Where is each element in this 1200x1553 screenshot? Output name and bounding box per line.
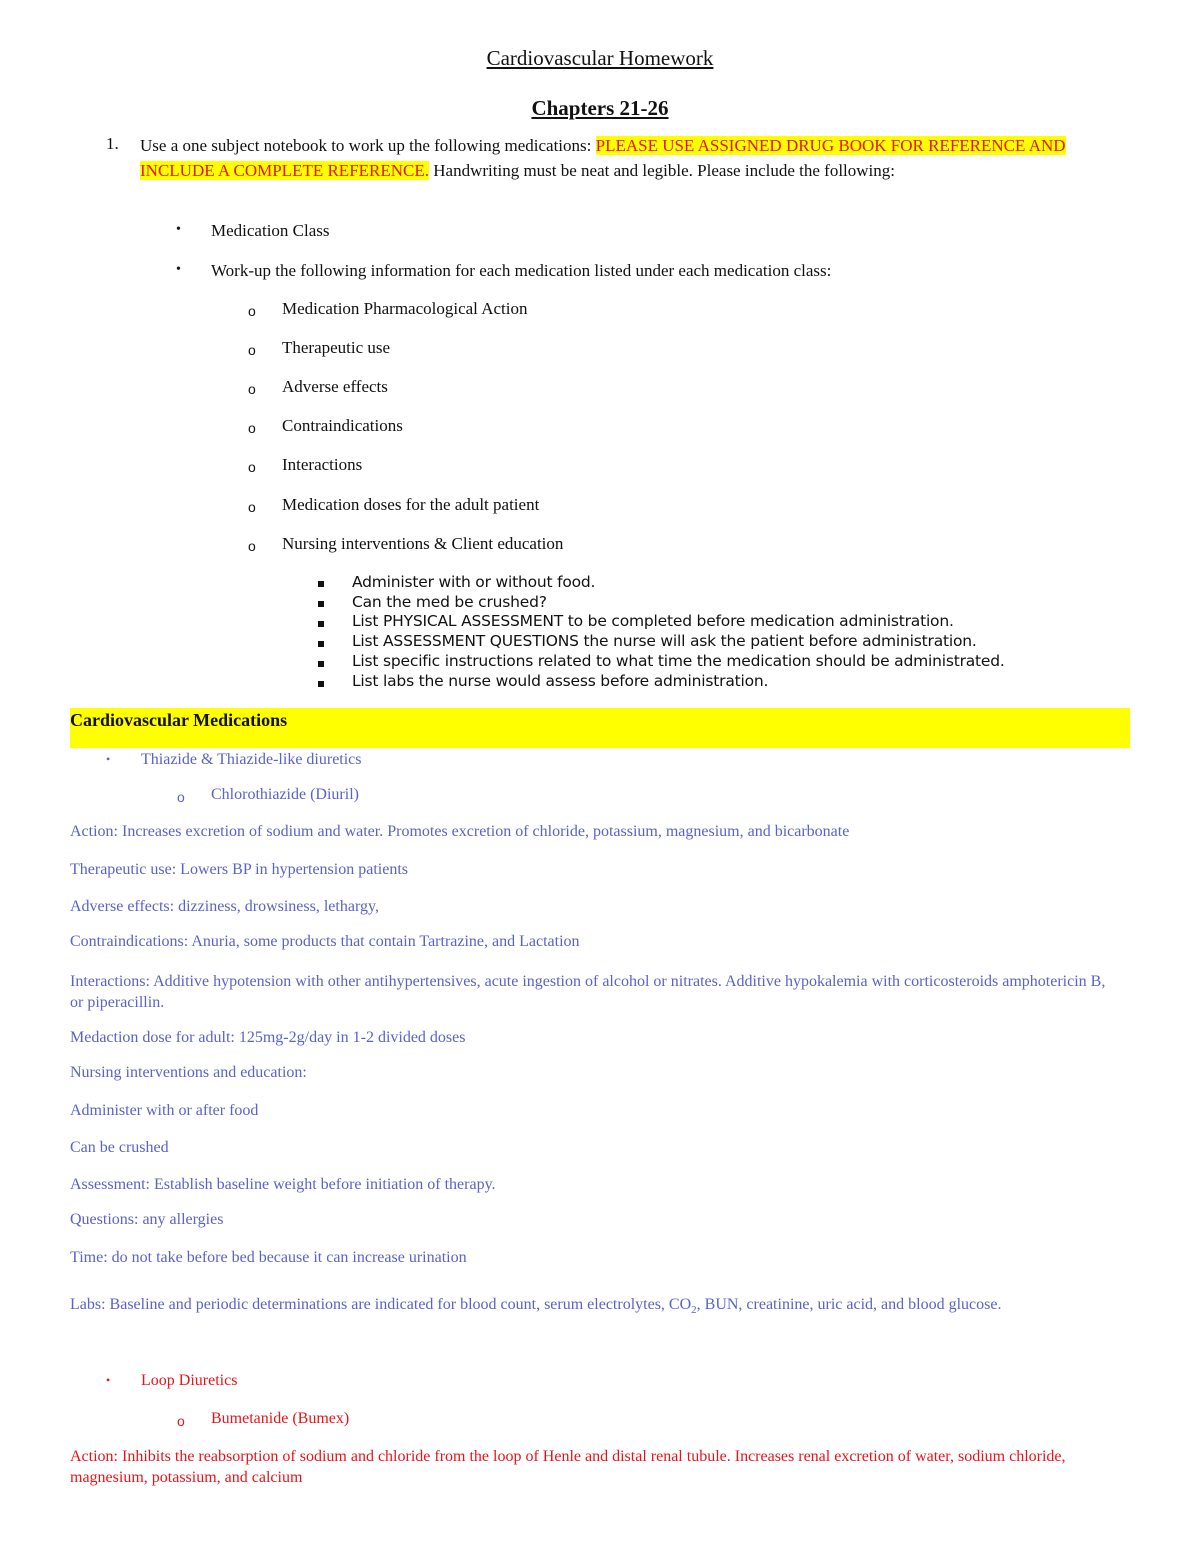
sub-bullet-icon: o (248, 538, 256, 554)
instruction-text-after: Handwriting must be neat and legible. Please include the following: (429, 160, 895, 180)
bullet-icon: • (176, 262, 181, 277)
medication-class: Loop Diuretics (141, 1372, 238, 1389)
drug-name: Chlorothiazide (Diuril) (211, 786, 359, 803)
square-bullet-icon (318, 621, 324, 627)
square-item: List specific instructions related to what time the medication should be administrated. (352, 652, 1005, 670)
medication-class: Thiazide & Thiazide-like diuretics (141, 751, 362, 768)
sub-bullet-icon: o (248, 459, 256, 475)
dose-line: Medaction dose for adult: 125mg-2g/day in 1-2 divided doses (70, 1029, 466, 1046)
square-bullet-icon (318, 641, 324, 647)
sub-bullet-icon: o (177, 1413, 185, 1429)
square-bullet-icon (318, 601, 324, 607)
action-line: Action: Increases excretion of sodium and water. Promotes excretion of chloride, potassium, magnesium, and bicarbonate (70, 823, 850, 840)
bullet-icon: • (106, 752, 111, 766)
adverse-line: Adverse effects: dizziness, drowsiness, lethargy, (70, 898, 379, 915)
bullet-item: Work-up the following information for each medication listed under each medication class: (211, 261, 832, 280)
section-header: Cardiovascular Medications (70, 710, 288, 730)
instruction-highlight: PLEASE USE ASSIGNED DRUG BOOK FOR REFERENCE AND INCLUDE A COMPLETE REFERENCE. (140, 136, 1066, 180)
sub-bullet-icon: o (248, 420, 256, 436)
sub-item: Contraindications (282, 416, 403, 435)
labs-line (70, 1296, 1001, 1316)
therapeutic-line: Therapeutic use: Lowers BP in hypertension patients (70, 861, 408, 878)
labs-text-after: , BUN, creatinine, uric acid, and blood glucose. (696, 1296, 1002, 1313)
bullet-item: Medication Class (211, 221, 330, 240)
sub-bullet-icon: o (177, 789, 185, 805)
square-item: List PHYSICAL ASSESSMENT to be completed before medication administration. (352, 612, 954, 630)
sub-bullet-icon: o (248, 381, 256, 397)
sub-item: Medication Pharmacological Action (282, 299, 528, 318)
sub-item: Adverse effects (282, 377, 388, 396)
square-item: List labs the nurse would assess before administration. (352, 672, 769, 690)
square-item: Administer with or without food. (352, 573, 596, 591)
sub-bullet-icon: o (248, 499, 256, 515)
bullet-icon: • (106, 1373, 111, 1387)
action-line: Action: Inhibits the reabsorption of sodium and chloride from the loop of Henle and distal renal tubule. Increases renal excretion of water, sodium chloride, magnesium, potassium, and calcium (70, 1448, 1066, 1486)
sub-bullet-icon: o (248, 342, 256, 358)
square-item: List ASSESSMENT QUESTIONS the nurse will ask the patient before administration. (352, 632, 977, 650)
interactions-line: Interactions: Additive hypotension with other antihypertensives, acute ingestion of alcohol or nitrates. Additive hypokalemia with corticosteroids amphotericin B, or piperacillin. (70, 973, 1106, 1011)
labs-text-before: Labs: Baseline and periodic determinations are indicated for blood count, serum electrolytes, CO (70, 1296, 692, 1313)
document-title: Cardiovascular Homework (486, 46, 714, 70)
square-bullet-icon (318, 581, 324, 587)
labs-subscript: 2 (691, 1304, 697, 1317)
bullet-icon: • (176, 222, 181, 237)
square-item: Can the med be crushed? (352, 593, 547, 611)
questions-line: Questions: any allergies (70, 1211, 224, 1228)
sub-item: Interactions (282, 455, 363, 474)
list-number: 1. (106, 134, 119, 153)
contraindications-line: Contraindications: Anuria, some products that contain Tartrazine, and Lactation (70, 933, 580, 950)
instruction-paragraph (140, 134, 1100, 183)
administer-line: Administer with or after food (70, 1102, 259, 1119)
sub-item: Therapeutic use (282, 338, 391, 357)
instruction-text-before: Use a one subject notebook to work up the following medications: (140, 136, 596, 155)
square-bullet-icon (318, 661, 324, 667)
assessment-line: Assessment: Establish baseline weight before initiation of therapy. (70, 1176, 496, 1193)
square-bullet-icon (318, 681, 324, 687)
crushed-line: Can be crushed (70, 1139, 169, 1156)
sub-item: Medication doses for the adult patient (282, 495, 540, 514)
sub-item: Nursing interventions & Client education (282, 534, 564, 553)
drug-name: Bumetanide (Bumex) (211, 1410, 350, 1427)
sub-bullet-icon: o (248, 303, 256, 319)
nursing-line: Nursing interventions and education: (70, 1064, 307, 1081)
time-line: Time: do not take before bed because it can increase urination (70, 1249, 467, 1266)
document-subtitle: Chapters 21-26 (531, 96, 669, 120)
